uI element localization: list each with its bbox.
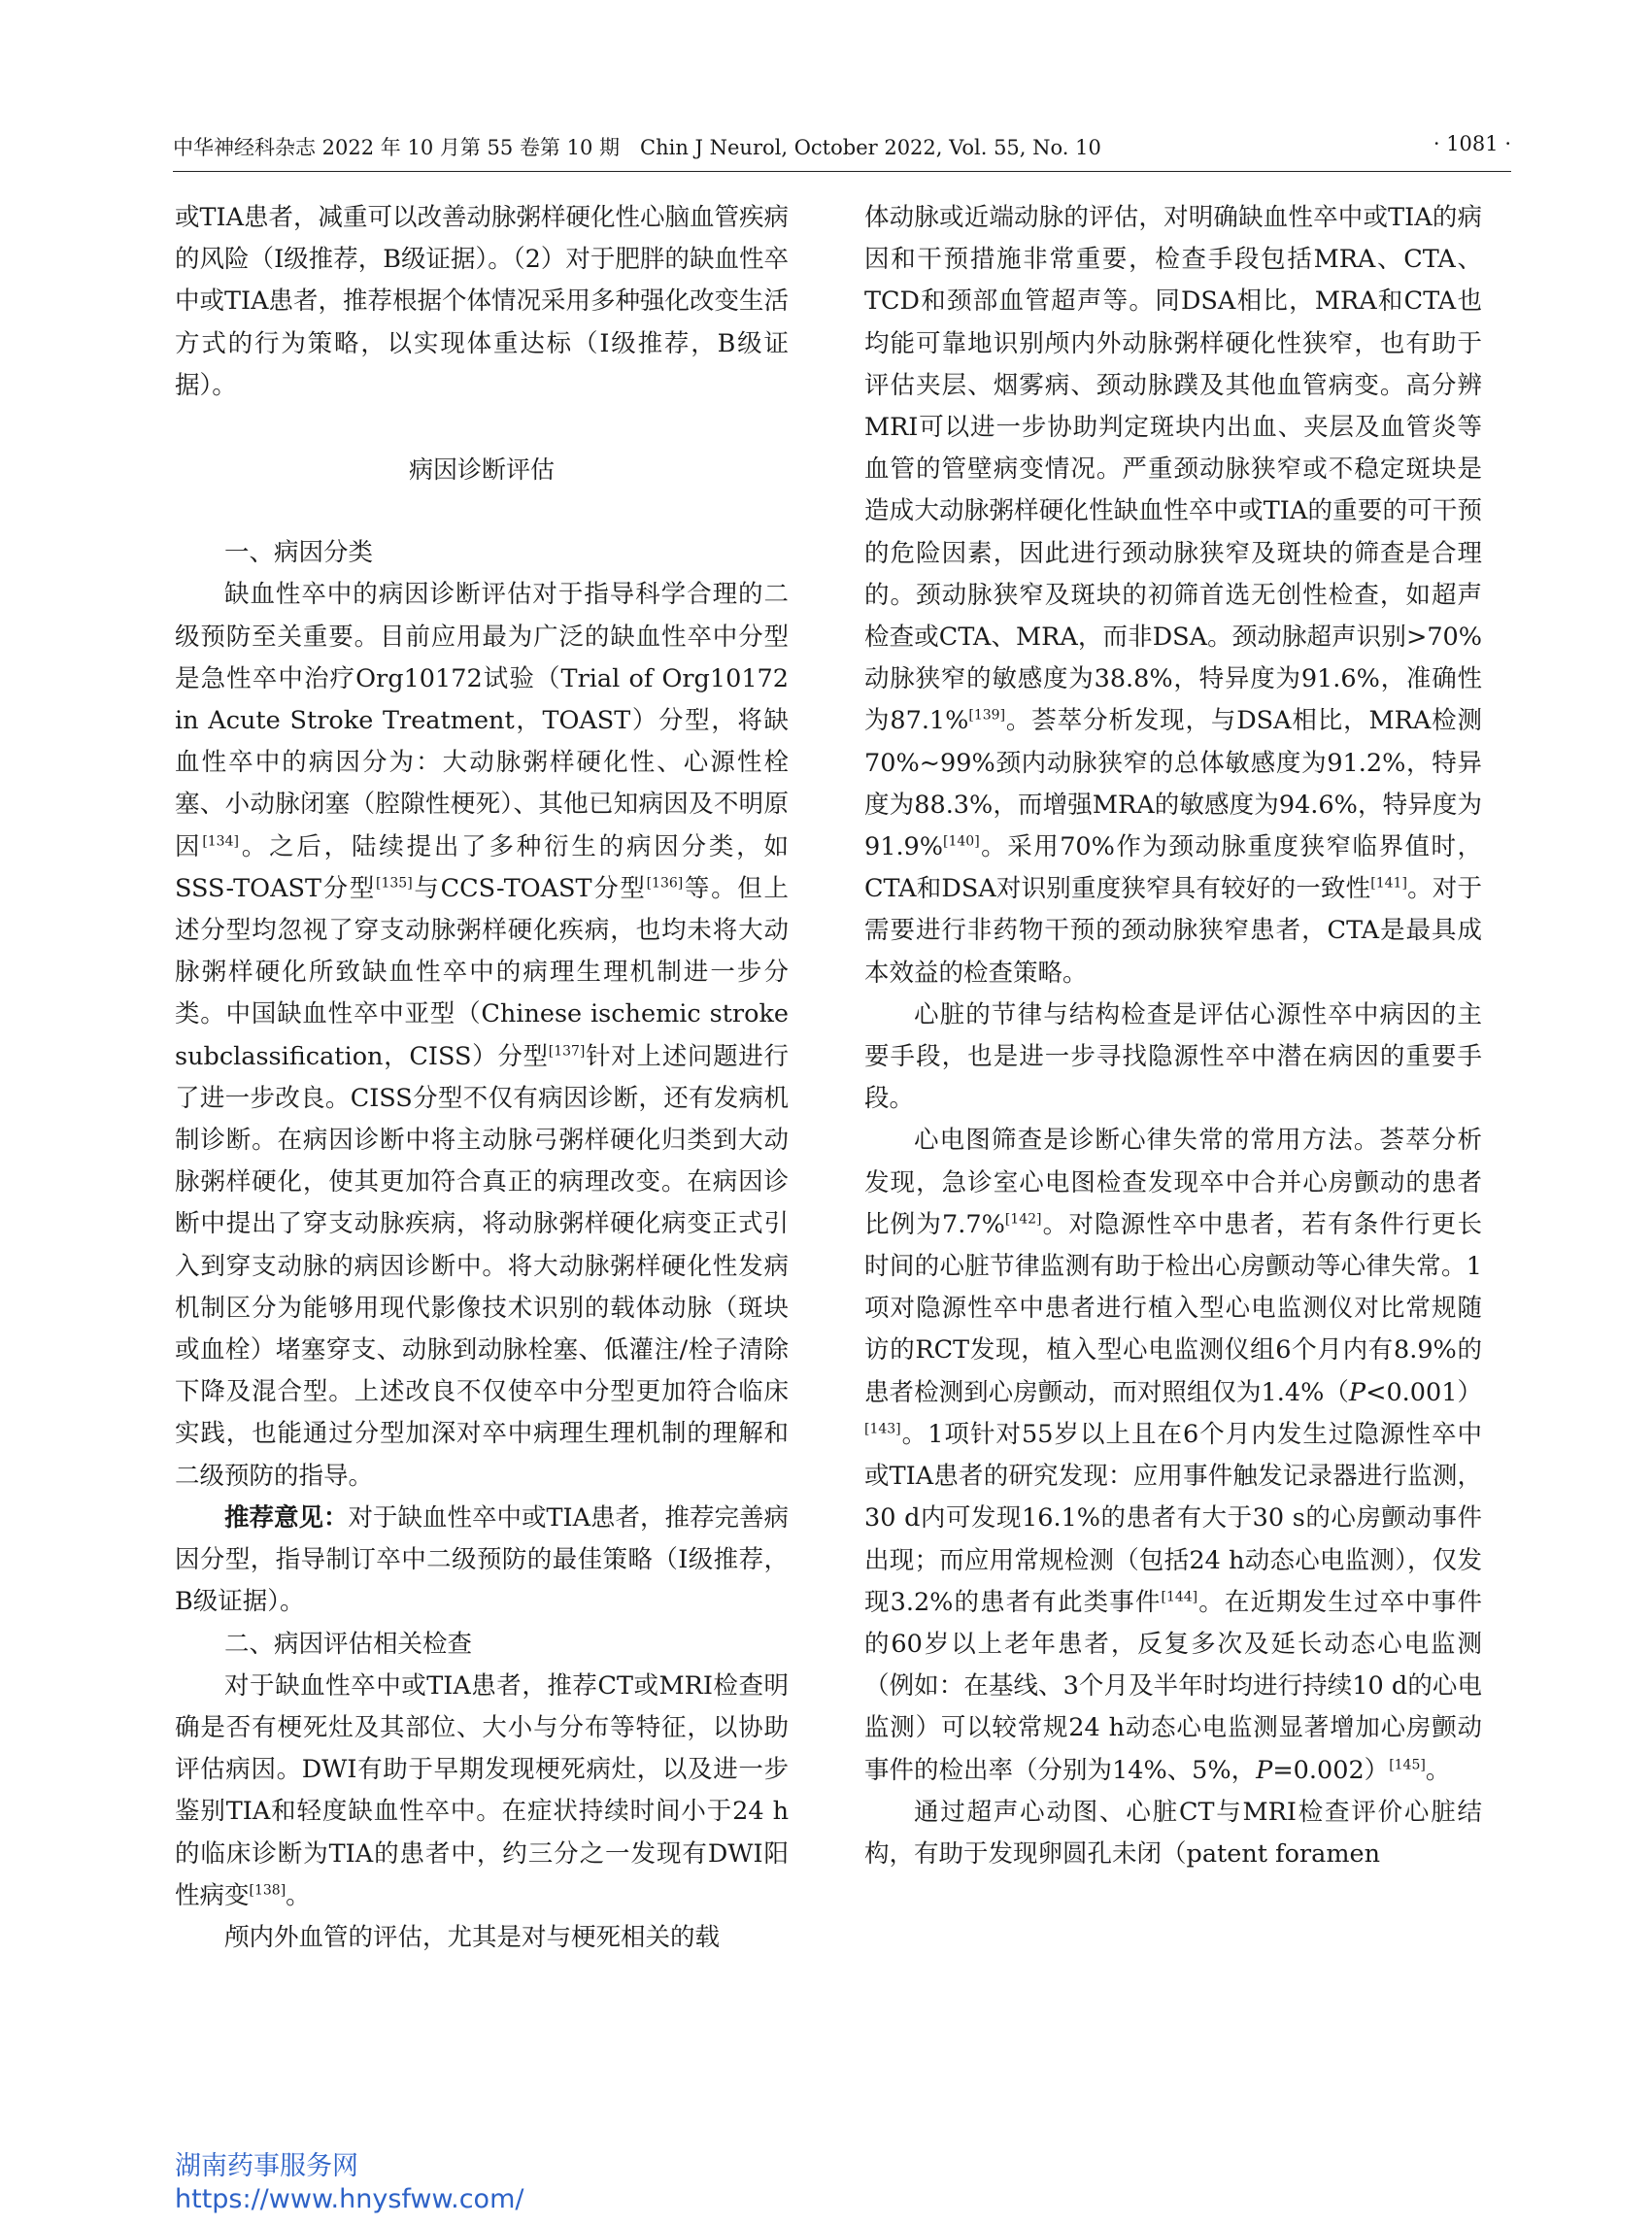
header-rule <box>173 171 1511 172</box>
page-number: · 1081 · <box>1433 132 1511 155</box>
citation: [139] <box>968 707 1006 724</box>
citation: [143] <box>864 1421 901 1437</box>
citation: [142] <box>1004 1211 1042 1228</box>
paragraph: 对于缺血性卒中或TIA患者，推荐CT或MRI检查明确是否有梗死灶及其部位、大小与分布等特征，以协助评估病因。DWI有助于早期发现梗死病灶，以及进一步鉴别TIA和轻度缺血性卒中。在症状持续时间小于24 h的临床诊断为TIA的患者中，约三分之一发现有DWI阳性病变[138]。 <box>175 1670 789 1910</box>
citation: [134] <box>202 833 239 850</box>
paragraph: 或TIA患者，减重可以改善动脉粥样硬化性心脑血管疾病的风险（Ⅰ级推荐，B级证据）。（2）对于肥胖的缺血性卒中或TIA患者，推荐根据个体情况采用多种强化改变生活方式的行为策略，以实现体重达标（Ⅰ级推荐，B级证据）。 <box>175 203 789 400</box>
paragraph: 颅内外血管的评估，尤其是对与梗死相关的载 <box>224 1922 721 1952</box>
subsection-title: 二、病因评估相关检查 <box>224 1629 473 1659</box>
citation: [141] <box>1370 875 1407 892</box>
journal-citation: 中华神经科杂志 2022 年 10 月第 55 卷第 10 期 Chin J Neurol, October 2022, Vol. 55, No. 10 <box>173 136 1101 159</box>
paragraph: 通过超声心动图、心脏CT与MRI检查评价心脏结构，有助于发现卵圆孔未闭（patent foramen <box>864 1797 1482 1869</box>
citation: [135] <box>376 875 413 892</box>
paragraph: 心脏的节律与结构检查是评估心源性卒中病因的主要手段，也是进一步寻找隐源性卒中潜在病因的重要手段。 <box>864 999 1482 1114</box>
recommendation-label: 推荐意见： <box>224 1502 349 1533</box>
watermark-site-name: 湖南药事服务网 <box>175 2151 358 2181</box>
paragraph: 缺血性卒中的病因诊断评估对于指导科学合理的二级预防至关重要。目前应用最为广泛的缺血性卒中分型是急性卒中治疗Org10172试验（Trial of Org10172 in Acute Stroke Treatment，TOAST）分型，将缺血性卒中的病因分为：大动脉粥样硬化性、心源性栓塞、小动脉闭塞（腔隙性梗死）、其他已知病因及不明原因[134]。之后，陆续提出了多种衍生的病因分类，如SSS-TOAST分型[135]与CCS-TOAST分型[136]等。但上述分型均忽视了穿支动脉粥样硬化疾病，也均未将大动脉粥样硬化所致缺血性卒中的病理生理机制进一步分类。中国缺血性卒中亚型（Chinese ischemic stroke subclassification，CISS）分型[137]针对上述问题进行了进一步改良。CISS分型不仅有病因诊断，还有发病机制诊断。在病因诊断中将主动脉弓粥样硬化归类到大动脉粥样硬化，使其更加符合真正的病理改变。在病因诊断中提出了穿支动脉疾病，将动脉粥样硬化病变正式引入到穿支动脉的病因诊断中。将大动脉粥样硬化性发病机制区分为能够用现代影像技术识别的载体动脉（斑块或血栓）堵塞穿支、动脉到动脉栓塞、低灌注/栓子清除下降及混合型。上述改良不仅使卒中分型更加符合临床实践，也能通过分型加深对卒中病理生理机制的理解和二级预防的指导。 <box>175 580 789 1491</box>
citation: [145] <box>1389 1757 1426 1773</box>
watermark <box>175 2150 523 2216</box>
paragraph: 体动脉或近端动脉的评估，对明确缺血性卒中或TIA的病因和干预措施非常重要，检查手段包括MRA、CTA、TCD和颈部血管超声等。同DSA相比，MRA和CTA也均能可靠地识别颅内外动脉粥样硬化性狭窄，也有助于评估夹层、烟雾病、颈动脉蹼及其他血管病变。高分辨MRI可以进一步协助判定斑块内出血、夹层及血管炎等血管的管壁病变情况。严重颈动脉狭窄或不稳定斑块是造成大动脉粥样硬化性缺血性卒中或TIA的重要的可干预的危险因素，因此进行颈动脉狭窄及斑块的筛查是合理的。颈动脉狭窄及斑块的初筛首选无创性检查，如超声检查或CTA、MRA，而非DSA。颈动脉超声识别>70%动脉狭窄的敏感度为38.8%，特异度为91.6%，准确性为87.1%[139]。荟萃分析发现，与DSA相比，MRA检测70%~99%颈内动脉狭窄的总体敏感度为91.2%，特异度为88.3%，而增强MRA的敏感度为94.6%，特异度为91.9%[140]。采用70%作为颈动脉重度狭窄临界值时，CTA和DSA对识别重度狭窄具有较好的一致性[141]。对于需要进行非药物干预的颈动脉狭窄患者，CTA是最具成本效益的检查策略。 <box>864 203 1482 988</box>
section-title: 病因诊断评估 <box>408 455 555 485</box>
subsection-title: 一、病因分类 <box>224 538 374 568</box>
citation: [137] <box>548 1043 586 1060</box>
citation: [140] <box>943 833 980 850</box>
right-column <box>864 197 1482 1875</box>
paragraph: 心电图筛查是诊断心律失常的常用方法。荟萃分析发现，急诊室心电图检查发现卒中合并心房颤动的患者比例为7.7%[142]。对隐源性卒中患者，若有条件行更长时间的心脏节律监测有助于检出心房颤动等心律失常。1项对隐源性卒中患者进行植入型心电监测仪对比常规随访的RCT发现，植入型心电监测仪组6个月内有8.9%的患者检测到心房颤动，而对照组仅为1.4%（P<0.001）[143]。1项针对55岁以上且在6个月内发生过隐源性卒中或TIA患者的研究发现：应用事件触发记录器进行监测，30 d内可发现16.1%的患者有大于30 s的心房颤动事件出现；而应用常规检测（包括24 h动态心电监测），仅发现3.2%的患者有此类事件[144]。在近期发生过卒中事件的60岁以上老年患者，反复多次及延长动态心电监测（例如：在基线、3个月及半年时均进行持续10 d的心电监测）可以较常规24 h动态心电监测显著增加心房颤动事件的检出率（分别为14%、5%，P=0.002）[145]。 <box>864 1126 1482 1785</box>
recommendation: 推荐意见：对于缺血性卒中或TIA患者，推荐完善病因分型，指导制订卒中二级预防的最佳策略（Ⅰ级推荐，B级证据）。 <box>175 1502 790 1617</box>
citation: [136] <box>646 875 684 892</box>
watermark-url[interactable]: https://www.hnysfww.com/ <box>175 2184 524 2214</box>
left-column <box>175 197 789 1959</box>
citation: [138] <box>249 1882 287 1899</box>
citation: [144] <box>1161 1589 1198 1605</box>
running-header <box>173 132 1511 163</box>
